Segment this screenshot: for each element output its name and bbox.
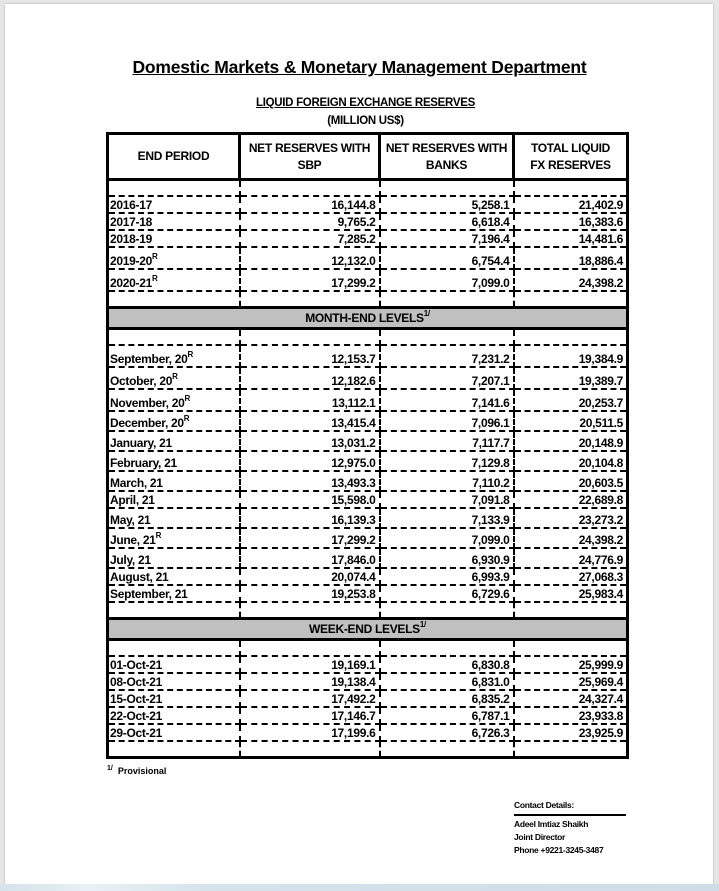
sbp-value: 12,132.0	[240, 247, 380, 269]
empty-cell	[514, 741, 628, 758]
banks-value: 7,129.8	[380, 451, 514, 471]
banks-value: 6,835.2	[380, 690, 514, 707]
revised-mark: R	[172, 372, 178, 381]
contact-name: Adeel Imtiaz Shaikh	[514, 819, 589, 829]
total-value: 16,383.6	[514, 213, 628, 230]
period-label: September, 20	[110, 352, 188, 366]
empty-cell	[240, 329, 380, 346]
empty-cell	[380, 640, 514, 657]
empty-cell	[108, 180, 240, 197]
empty-cell	[380, 329, 514, 346]
banks-value: 5,258.1	[380, 196, 514, 213]
period-cell	[108, 585, 240, 602]
total-value: 19,384.9	[514, 345, 628, 367]
period-cell	[108, 247, 240, 269]
banks-value: 6,726.3	[380, 724, 514, 741]
period-label: 2018-19	[110, 232, 152, 246]
empty-cell	[108, 741, 240, 758]
banks-value: 6,830.8	[380, 656, 514, 673]
empty-cell	[514, 640, 628, 657]
sbp-value: 17,492.2	[240, 690, 380, 707]
banks-value: 6,754.4	[380, 247, 514, 269]
revised-mark: R	[183, 414, 190, 423]
sbp-value: 13,031.2	[240, 431, 380, 451]
period-label: October, 20	[110, 374, 173, 388]
sbp-value: 17,299.2	[240, 269, 380, 291]
contact-details	[514, 799, 626, 857]
banks-value: 7,231.2	[380, 345, 514, 367]
table-row	[108, 548, 628, 568]
table-row	[108, 196, 628, 213]
total-value: 25,999.9	[514, 656, 628, 673]
period-label: 01-Oct-21	[110, 658, 162, 672]
table-row	[108, 367, 628, 389]
banks-value: 6,618.4	[380, 213, 514, 230]
total-value: 20,511.5	[514, 411, 628, 431]
banks-value: 6,993.9	[380, 568, 514, 585]
empty-cell	[514, 291, 628, 308]
period-label: 2017-18	[110, 215, 152, 229]
banks-value: 7,099.0	[380, 269, 514, 291]
contact-heading: Contact Details:	[514, 799, 626, 816]
empty-cell	[108, 640, 240, 657]
total-value: 18,886.4	[514, 247, 628, 269]
month-end-section-header	[108, 308, 628, 329]
contact-phone: Phone +9221-3245-3487	[514, 845, 604, 855]
sbp-value: 12,153.7	[240, 345, 380, 367]
period-label: 2019-20	[110, 254, 152, 268]
period-cell	[108, 389, 240, 411]
spacer-row	[108, 180, 628, 197]
total-value: 23,933.8	[514, 707, 628, 724]
header-net-reserves-banks: NET RESERVES WITH BANKS	[380, 134, 514, 180]
table-row	[108, 724, 628, 741]
sbp-value: 17,299.2	[240, 528, 380, 548]
spacer-row	[108, 291, 628, 308]
total-value: 24,398.2	[514, 528, 628, 548]
empty-cell	[380, 602, 514, 619]
total-value: 20,603.5	[514, 471, 628, 491]
sbp-value: 9,765.2	[240, 213, 380, 230]
total-value: 20,104.8	[514, 451, 628, 471]
total-value: 25,969.4	[514, 673, 628, 690]
table-row	[108, 269, 628, 291]
footnote-text: Provisional	[117, 766, 167, 776]
period-cell	[108, 568, 240, 585]
sbp-value: 7,285.2	[240, 230, 380, 247]
total-value: 19,389.7	[514, 367, 628, 389]
period-cell	[108, 548, 240, 568]
empty-cell	[108, 329, 240, 346]
period-cell	[108, 656, 240, 673]
banks-value: 6,787.1	[380, 707, 514, 724]
sbp-value: 13,493.3	[240, 471, 380, 491]
sbp-value: 13,415.4	[240, 411, 380, 431]
period-cell	[108, 230, 240, 247]
table-row	[108, 247, 628, 269]
period-label: December, 20	[110, 416, 184, 430]
total-value: 27,068.3	[514, 568, 628, 585]
revised-mark: R	[187, 350, 193, 359]
report-subtitle: LIQUID FOREIGN EXCHANGE RESERVES	[256, 97, 475, 109]
fx-reserves-table	[106, 132, 629, 759]
banks-value: 6,930.9	[380, 548, 514, 568]
section-title: WEEK-END LEVELS	[309, 622, 420, 636]
empty-cell	[380, 741, 514, 758]
banks-value: 7,091.8	[380, 491, 514, 508]
total-value: 24,776.9	[514, 548, 628, 568]
sbp-value: 17,846.0	[240, 548, 380, 568]
total-value: 23,925.9	[514, 724, 628, 741]
spacer-row	[108, 602, 628, 619]
footnote	[107, 766, 166, 776]
sbp-value: 15,598.0	[240, 491, 380, 508]
period-cell	[108, 471, 240, 491]
table-row	[108, 656, 628, 673]
sbp-value: 12,975.0	[240, 451, 380, 471]
section-note-mark: 1/	[423, 309, 430, 318]
period-label: April, 21	[110, 493, 155, 507]
header-row	[108, 134, 628, 180]
period-label: January, 21	[110, 436, 172, 450]
banks-value: 7,117.7	[380, 431, 514, 451]
total-value: 24,327.4	[514, 690, 628, 707]
table-row	[108, 389, 628, 411]
period-label: November, 20	[110, 396, 185, 410]
empty-cell	[240, 602, 380, 619]
section-note-mark: 1/	[419, 620, 426, 629]
total-value: 20,148.9	[514, 431, 628, 451]
banks-value: 7,096.1	[380, 411, 514, 431]
sbp-value: 19,138.4	[240, 673, 380, 690]
table-row	[108, 451, 628, 471]
table-row	[108, 411, 628, 431]
period-label: May, 21	[110, 513, 151, 527]
sbp-value: 19,169.1	[240, 656, 380, 673]
period-cell	[108, 367, 240, 389]
period-cell	[108, 269, 240, 291]
empty-cell	[514, 602, 628, 619]
empty-cell	[240, 291, 380, 308]
sbp-value: 20,074.4	[240, 568, 380, 585]
header-end-period: END PERIOD	[108, 134, 240, 180]
spacer-row	[108, 640, 628, 657]
banks-value: 7,141.6	[380, 389, 514, 411]
period-label: June, 21	[110, 533, 156, 547]
section-label	[108, 308, 628, 329]
table-row	[108, 471, 628, 491]
period-cell	[108, 345, 240, 367]
period-label: 2020-21	[110, 276, 152, 290]
sbp-value: 16,139.3	[240, 508, 380, 528]
revised-mark: R	[155, 531, 162, 540]
table-row	[108, 213, 628, 230]
period-cell	[108, 196, 240, 213]
header-net-reserves-sbp: NET RESERVES WITH SBP	[240, 134, 380, 180]
contact-role: Joint Director	[514, 832, 566, 842]
empty-cell	[240, 640, 380, 657]
table-row	[108, 431, 628, 451]
period-label: 29-Oct-21	[110, 726, 162, 740]
total-value: 20,253.7	[514, 389, 628, 411]
empty-cell	[240, 180, 380, 197]
empty-cell	[108, 602, 240, 619]
period-cell	[108, 528, 240, 548]
banks-value: 7,099.0	[380, 528, 514, 548]
period-cell	[108, 690, 240, 707]
sbp-value: 13,112.1	[240, 389, 380, 411]
period-cell	[108, 431, 240, 451]
banks-value: 7,133.9	[380, 508, 514, 528]
period-cell	[108, 451, 240, 471]
table-row	[108, 707, 628, 724]
total-value: 14,481.6	[514, 230, 628, 247]
empty-cell	[108, 291, 240, 308]
period-label: February, 21	[110, 456, 177, 470]
total-value: 23,273.2	[514, 508, 628, 528]
banks-value: 7,207.1	[380, 367, 514, 389]
week-end-section-header	[108, 619, 628, 640]
period-cell	[108, 707, 240, 724]
total-value: 22,689.8	[514, 491, 628, 508]
revised-mark: R	[151, 274, 158, 283]
section-title: MONTH-END LEVELS	[305, 311, 424, 325]
table-row	[108, 690, 628, 707]
spacer-row	[108, 329, 628, 346]
empty-cell	[380, 180, 514, 197]
empty-cell	[514, 329, 628, 346]
viewer-bottom-strip	[0, 884, 719, 891]
period-label: 22-Oct-21	[110, 709, 162, 723]
banks-value: 6,729.6	[380, 585, 514, 602]
table-row	[108, 345, 628, 367]
footnote-mark: 1/	[107, 765, 113, 772]
banks-value: 7,196.4	[380, 230, 514, 247]
department-title: Domestic Markets & Monetary Management Department	[132, 57, 587, 77]
banks-value: 7,110.2	[380, 471, 514, 491]
revised-mark: R	[184, 394, 190, 403]
period-label: March, 21	[110, 476, 163, 490]
period-label: 15-Oct-21	[110, 692, 162, 706]
period-cell	[108, 491, 240, 508]
section-label	[108, 619, 628, 640]
empty-cell	[240, 741, 380, 758]
sbp-value: 12,182.6	[240, 367, 380, 389]
table-row	[108, 491, 628, 508]
empty-cell	[514, 180, 628, 197]
period-cell	[108, 213, 240, 230]
period-label: 08-Oct-21	[110, 675, 162, 689]
period-cell	[108, 673, 240, 690]
table-row	[108, 585, 628, 602]
table-row	[108, 508, 628, 528]
total-value: 21,402.9	[514, 196, 628, 213]
total-value: 25,983.4	[514, 585, 628, 602]
period-label: 2016-17	[110, 198, 152, 212]
period-label: August, 21	[110, 570, 169, 584]
table-row	[108, 230, 628, 247]
revised-mark: R	[151, 252, 158, 261]
period-label: July, 21	[110, 553, 151, 567]
period-label: September, 21	[110, 587, 188, 601]
header-total-liquid-fx: TOTAL LIQUID FX RESERVES	[514, 134, 628, 180]
table-row	[108, 568, 628, 585]
sbp-value: 16,144.8	[240, 196, 380, 213]
banks-value: 6,831.0	[380, 673, 514, 690]
table-row	[108, 528, 628, 548]
sbp-value: 17,146.7	[240, 707, 380, 724]
sbp-value: 17,199.6	[240, 724, 380, 741]
units-label: (MILLION US$)	[327, 115, 404, 127]
period-cell	[108, 724, 240, 741]
period-cell	[108, 411, 240, 431]
empty-cell	[380, 291, 514, 308]
spacer-row	[108, 741, 628, 758]
period-cell	[108, 508, 240, 528]
table-row	[108, 673, 628, 690]
sbp-value: 19,253.8	[240, 585, 380, 602]
total-value: 24,398.2	[514, 269, 628, 291]
